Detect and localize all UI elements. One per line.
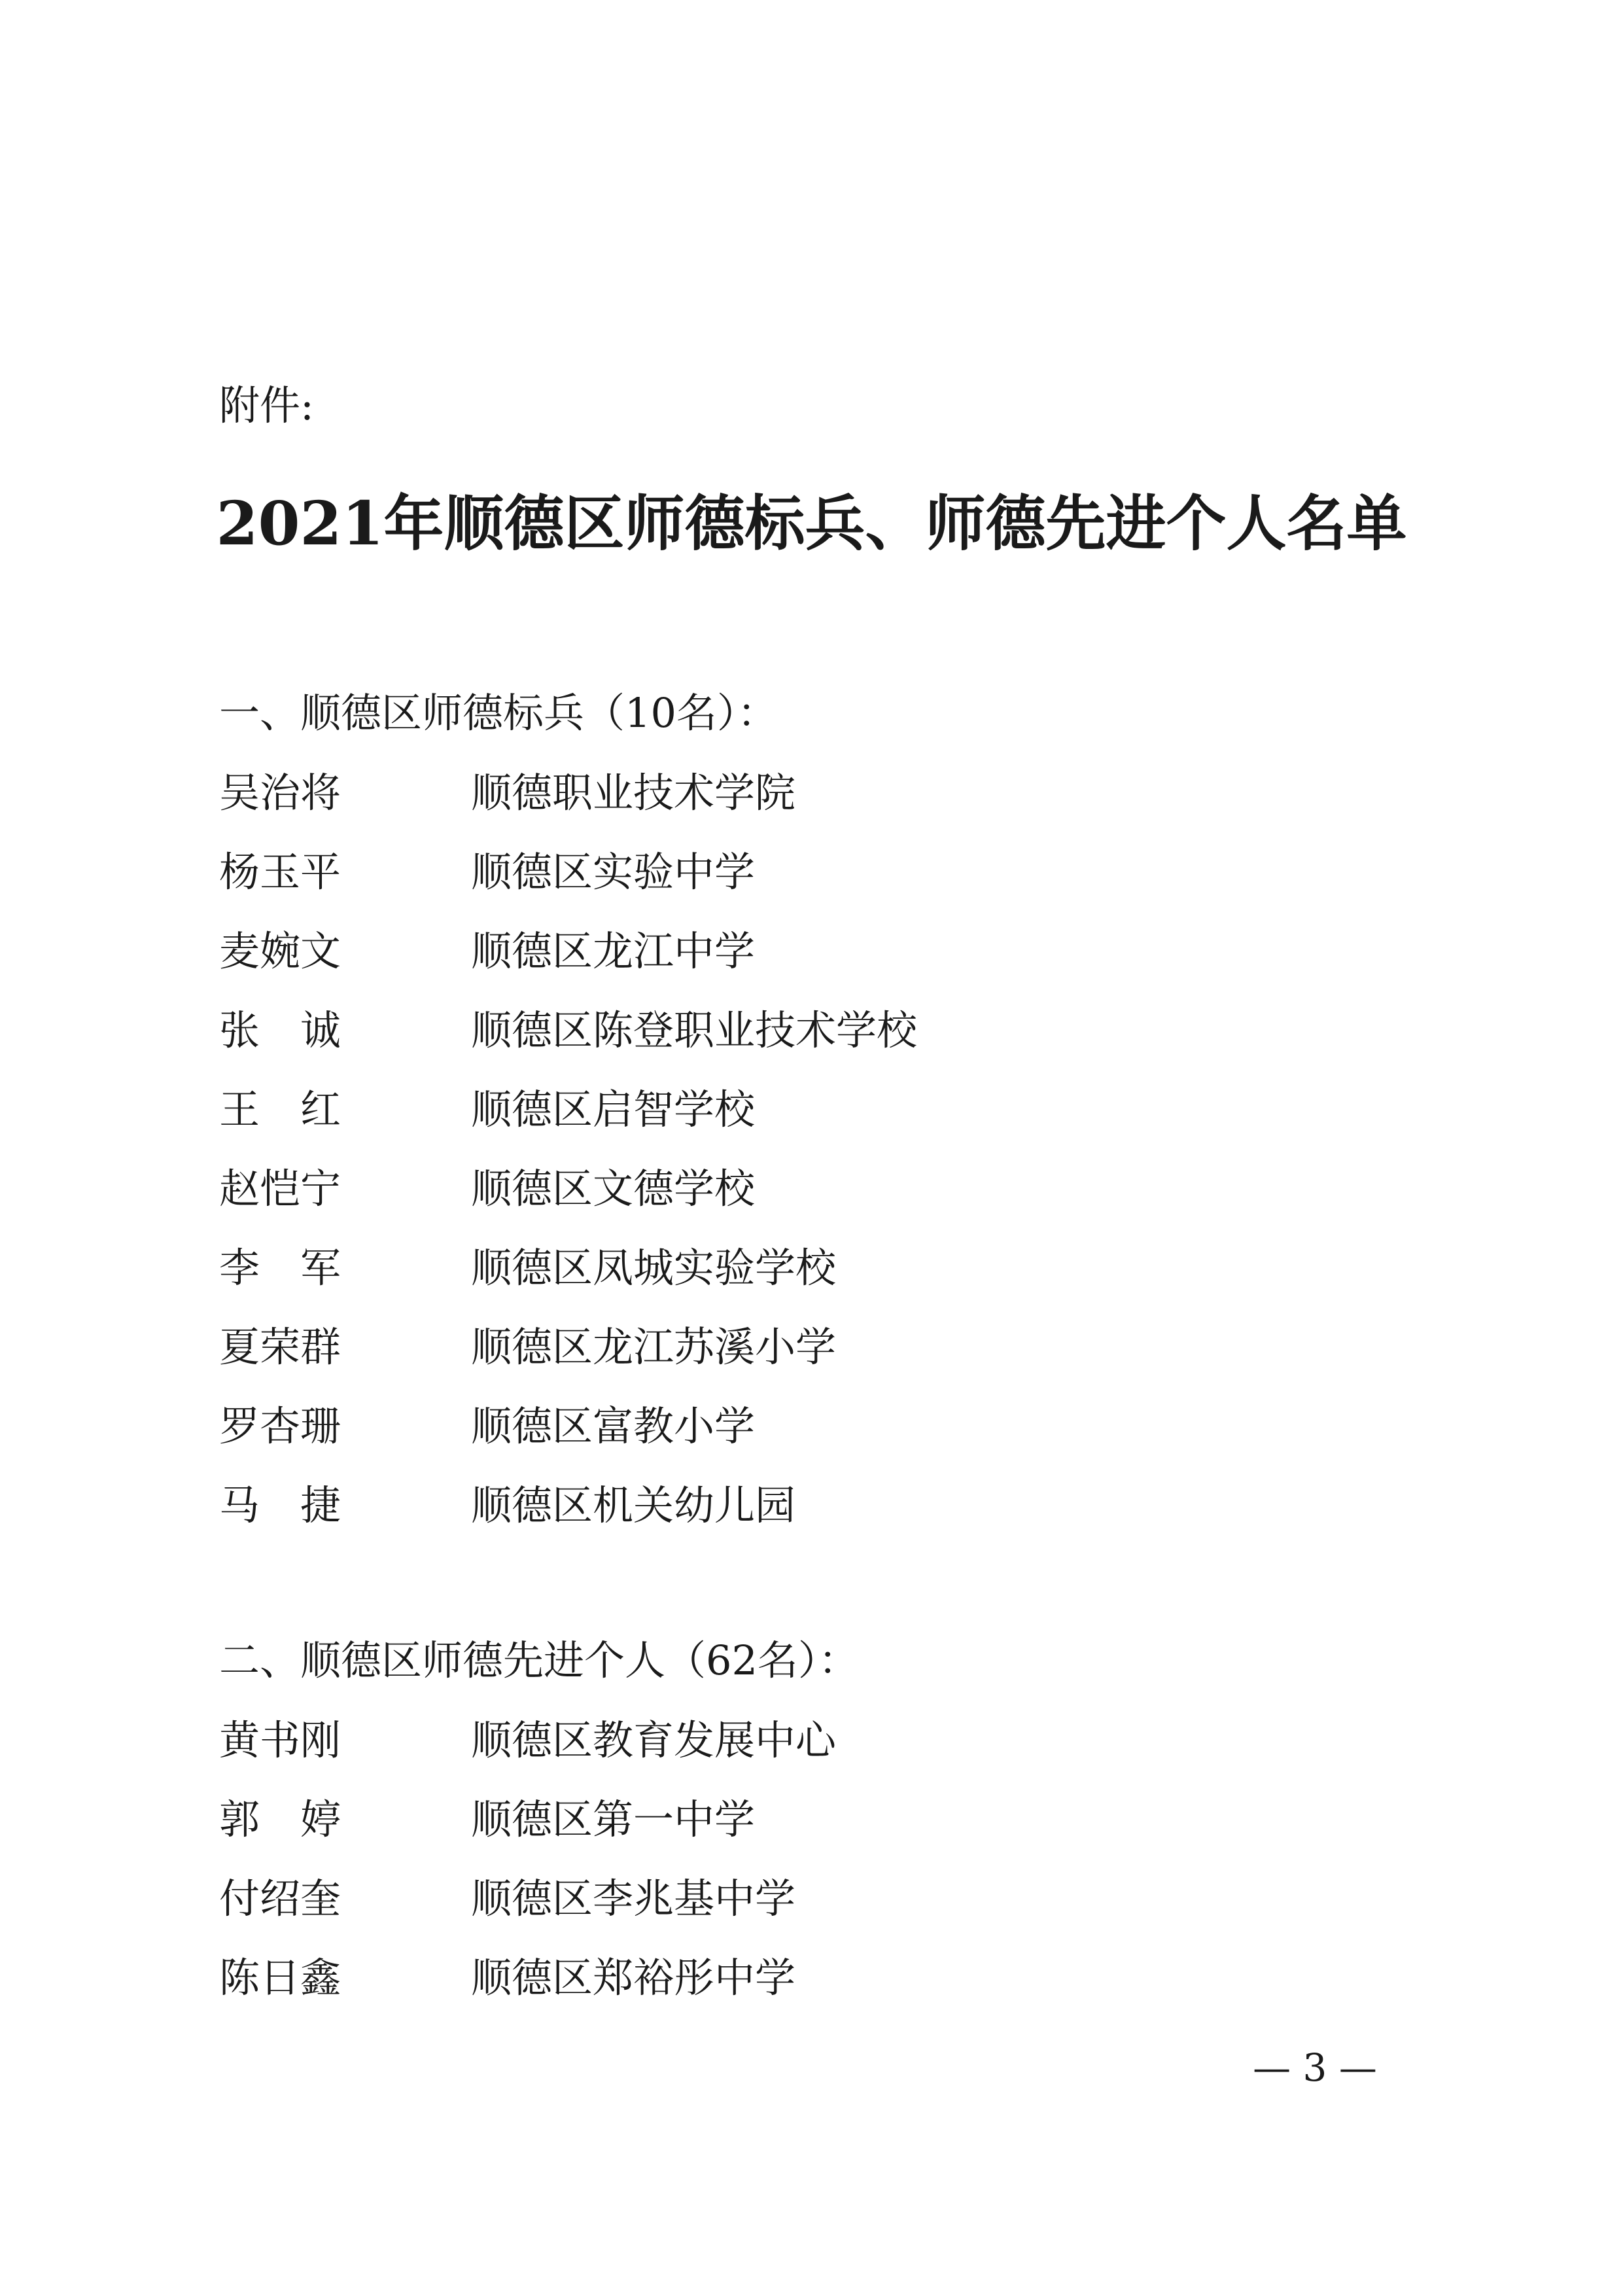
- person-name: 夏荣群: [219, 1323, 341, 1371]
- person-name: 王 红: [219, 1086, 341, 1133]
- work-unit: 顺德区实验中学: [471, 848, 756, 896]
- entry-list: [219, 767, 1462, 1559]
- person-name: 黄书刚: [219, 1716, 341, 1764]
- work-unit: 顺德区教育发展中心: [471, 1716, 837, 1764]
- list-item: [219, 925, 1462, 1004]
- work-unit: 顺德区陈登职业技术学校: [471, 1006, 918, 1054]
- list-item: [219, 1793, 1462, 1873]
- person-name: 郭 婷: [219, 1795, 341, 1843]
- person-name: 马 捷: [219, 1481, 341, 1529]
- list-item: [219, 1873, 1462, 1952]
- section-heading: 一、顺德区师德标兵（10名）：: [219, 689, 778, 737]
- list-item: [219, 1479, 1462, 1559]
- work-unit: 顺德区文德学校: [471, 1165, 756, 1212]
- section-advanced-individuals: [219, 1634, 1462, 2031]
- person-name: 陈日鑫: [219, 1954, 341, 2002]
- work-unit: 顺德职业技术学院: [471, 769, 796, 817]
- list-item: [219, 1004, 1462, 1084]
- work-unit: 顺德区启智学校: [471, 1086, 756, 1133]
- person-name: 杨玉平: [219, 848, 341, 896]
- person-name: 麦婉文: [219, 927, 341, 975]
- list-item: [219, 1400, 1462, 1479]
- work-unit: 顺德区龙江中学: [471, 927, 756, 975]
- list-item: [219, 1321, 1462, 1400]
- person-name: 李 军: [219, 1244, 341, 1292]
- person-name: 张 诚: [219, 1006, 341, 1054]
- list-item: [219, 1242, 1462, 1321]
- page-number: — 3 —: [1253, 2045, 1377, 2090]
- work-unit: 顺德区李兆基中学: [471, 1875, 796, 1922]
- list-item: [219, 1084, 1462, 1163]
- attachment-label: 附件:: [219, 381, 314, 429]
- work-unit: 顺德区富教小学: [471, 1402, 756, 1450]
- person-name: 吴治将: [219, 769, 341, 817]
- document-title: 2021年顺德区师德标兵、师德先进个人名单: [216, 488, 1407, 559]
- person-name: 罗杏珊: [219, 1402, 341, 1450]
- work-unit: 顺德区郑裕彤中学: [471, 1954, 796, 2002]
- section-model-teachers: [219, 687, 1462, 1559]
- list-item: [219, 1952, 1462, 2031]
- list-item: [219, 767, 1462, 846]
- section-heading: 二、顺德区师德先进个人（62名）：: [219, 1636, 859, 1684]
- work-unit: 顺德区龙江苏溪小学: [471, 1323, 837, 1371]
- list-item: [219, 1163, 1462, 1242]
- person-name: 赵恺宁: [219, 1165, 341, 1212]
- list-item: [219, 846, 1462, 925]
- list-item: [219, 1714, 1462, 1793]
- work-unit: 顺德区第一中学: [471, 1795, 756, 1843]
- work-unit: 顺德区凤城实验学校: [471, 1244, 837, 1292]
- entry-list: [219, 1714, 1462, 2031]
- person-name: 付绍奎: [219, 1875, 341, 1922]
- work-unit: 顺德区机关幼儿园: [471, 1481, 796, 1529]
